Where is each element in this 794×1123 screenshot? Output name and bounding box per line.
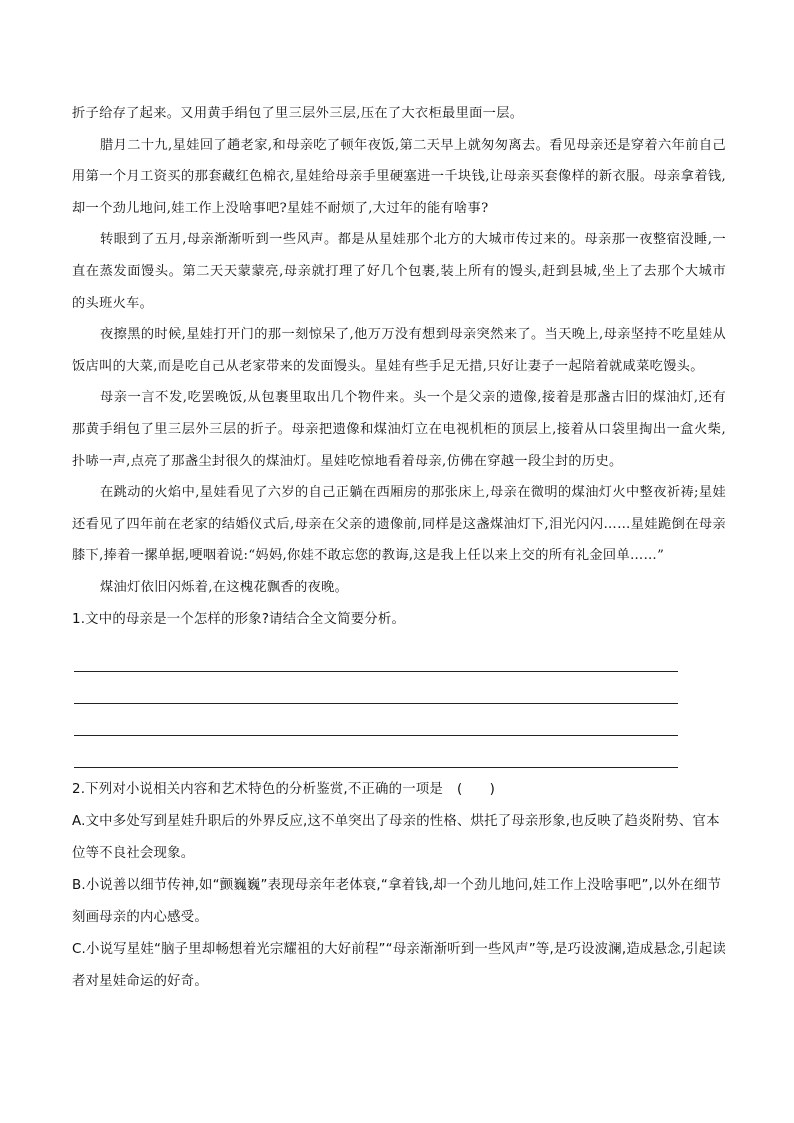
passage-paragraph-2: 转眼到了五月,母亲渐渐听到一些风声。都是从星娃那个北方的大城市传过来的。母亲那一夜整宿没睡,一直在蒸发面馒头。第二天天蒙蒙亮,母亲就打理了好几个包裹,装上所有的馒头,赶到县城,坐上了去那个大城市的头班火车。 — [72, 232, 726, 311]
passage-paragraph-1: 腊月二十九,星娃回了趟老家,和母亲吃了顿年夜饭,第二天早上就匆匆离去。看见母亲还是穿着六年前自己用第一个月工资买的那套藏红色棉衣,星娃给母亲手里硬塞进一千块钱,让母亲买套像样的新衣服。母亲拿着钱,却一个劲儿地问,娃工作上没啥事吧?星娃不耐烦了,大过年的能有啥事? — [72, 137, 726, 216]
passage-paragraph-5: 在跳动的火焰中,星娃看见了六岁的自己正躺在西厢房的那张床上,母亲在微明的煤油灯火中整夜祈祷;星娃还看见了四年前在老家的结婚仪式后,母亲在父亲的遗像前,同样是这盏煤油灯下,泪光闪闪……星娃跪倒在母亲膝下,捧着一摞单据,哽咽着说:“妈妈,你娃不敢忘您的教诲,这是我上任以来上交的所有礼金回单……” — [72, 485, 726, 564]
passage-paragraph-4: 母亲一言不发,吃罢晚饭,从包裹里取出几个物件来。头一个是父亲的遗像,接着是那盏古旧的煤油灯,还有那黄手绢包了里三层外三层的折子。母亲把遗像和煤油灯立在电视机柜的顶层上,接着从口袋里掏出一盒火柴,扑哧一声,点亮了那盏尘封很久的煤油灯。星娃吃惊地看着母亲,仿佛在穿越一段尘封的历史。 — [72, 390, 726, 469]
document-page — [72, 98, 726, 998]
question-2-text: 2.下列对小说相关内容和艺术特色的分析鉴赏,不正确的一项是 — [72, 782, 443, 798]
question-1 — [72, 604, 726, 769]
option-b[interactable]: B.小说善以细节传神,如“颤巍巍”表现母亲年老体衰,“拿着钱,却一个劲儿地问,娃工作上没啥事吧”,以外在细节刻画母亲的内心感受。 — [72, 878, 722, 926]
option-a[interactable]: A.文中多处写到星娃升职后的外界反应,这不单突出了母亲的性格、烘托了母亲形象,也反映了趋炎附势、官本位等不良社会现象。 — [72, 814, 720, 862]
option-c[interactable]: C.小说写星娃“脑子里却畅想着光宗耀祖的大好前程”“母亲渐渐听到一些风声”等,是巧设波澜,造成悬念,引起读者对星娃命运的好奇。 — [72, 942, 726, 990]
answer-line[interactable] — [74, 736, 678, 768]
answer-paren[interactable]: ( ) — [457, 782, 496, 798]
answer-line[interactable] — [74, 672, 678, 704]
answer-line[interactable] — [74, 640, 678, 672]
passage-paragraph-0: 折子给存了起来。又用黄手绢包了里三层外三层,压在了大衣柜最里面一层。 — [72, 106, 524, 121]
question-2-stem — [72, 774, 726, 806]
answer-lines[interactable] — [72, 640, 726, 769]
passage-paragraph-3: 夜擦黑的时候,星娃打开门的那一刻惊呆了,他万万没有想到母亲突然来了。当天晚上,母亲坚持不吃星娃从饭店叫的大菜,而是吃自己从老家带来的发面馒头。星娃有些手足无措,只好让妻子一起陪着就咸菜吃馒头。 — [72, 327, 726, 374]
question-2 — [72, 774, 726, 998]
passage — [72, 98, 726, 604]
passage-paragraph-6: 煤油灯依旧闪烁着,在这槐花飘香的夜晚。 — [100, 579, 349, 595]
answer-line[interactable] — [74, 704, 678, 736]
question-1-text: 1.文中的母亲是一个怎样的形象?请结合全文简要分析。 — [72, 611, 406, 627]
